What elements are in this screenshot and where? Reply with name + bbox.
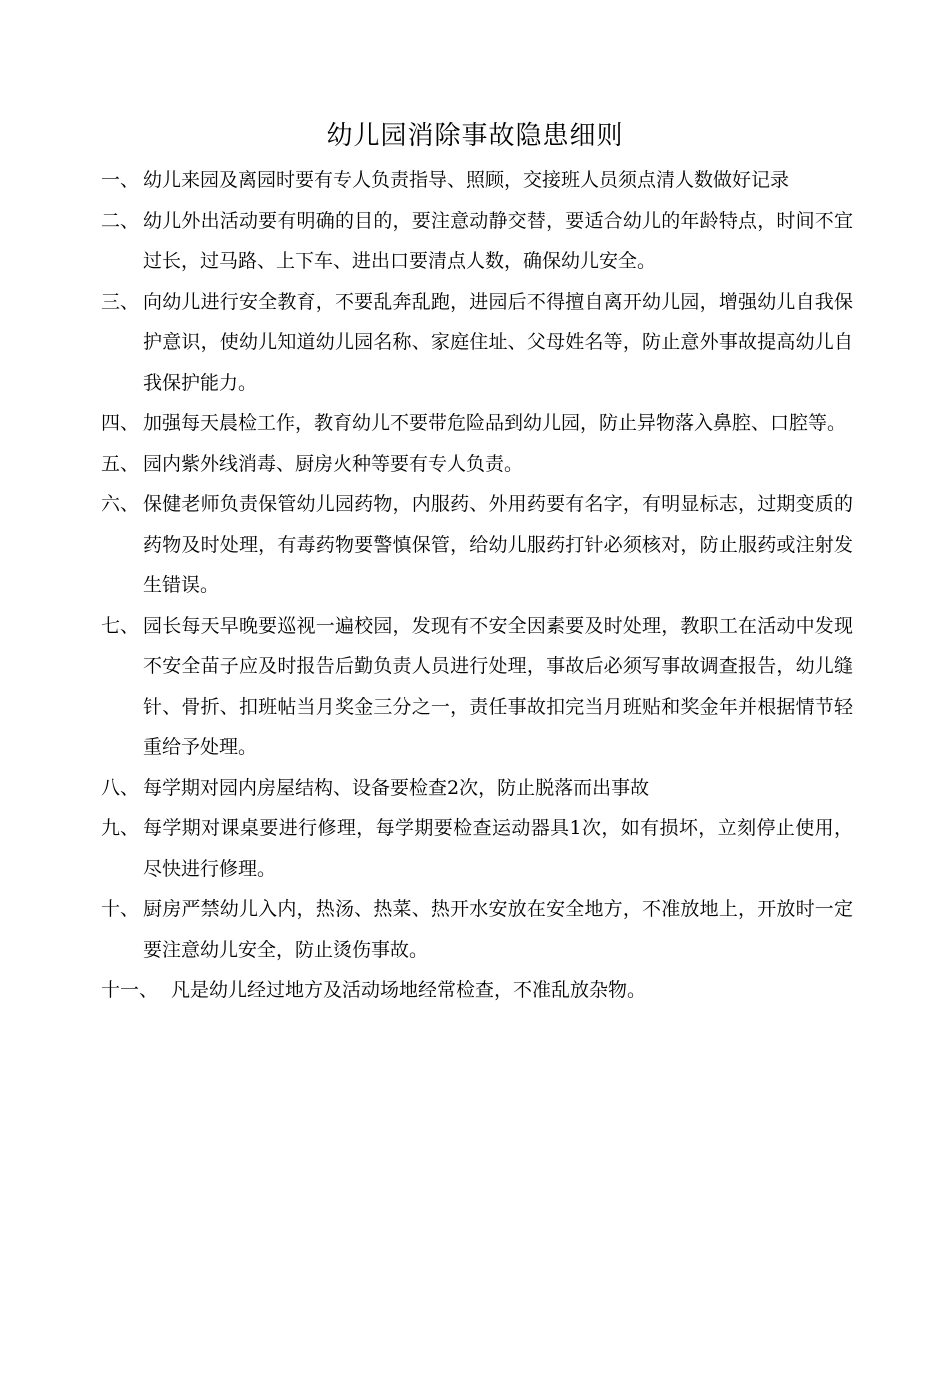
rule-item-4 <box>101 403 853 444</box>
rule-number: 十一、 <box>101 979 159 1001</box>
rule-number: 六、 <box>101 493 140 515</box>
rule-text: 园内紫外线消毒、厨房火种等要有专人负责。 <box>143 452 524 475</box>
rule-item-3 <box>101 282 853 404</box>
rule-text: 每学期对园内房屋结构、设备要检查2次，防止脱落而出事故 <box>143 776 650 799</box>
rules-list <box>101 160 853 1011</box>
rule-number: 五、 <box>101 452 140 475</box>
rule-text: 幼儿来园及离园时要有专人负责指导、照顾，交接班人员须点清人数做好记录 <box>143 169 790 191</box>
rule-item-1 <box>101 160 853 201</box>
rule-number: 七、 <box>101 614 140 637</box>
rule-text: 幼儿外出活动要有明确的目的，要注意动静交替，要适合幼儿的年龄特点，时间不宜过长，过马路、上下车、进出口要清点人数，确保幼儿安全。 <box>143 209 853 272</box>
rule-item-8 <box>101 768 853 809</box>
rule-text: 厨房严禁幼儿入内，热汤、热菜、热开水安放在安全地方，不准放地上，开放时一定要注意幼儿安全，防止烫伤事故。 <box>143 898 853 961</box>
rule-item-11 <box>101 970 853 1011</box>
rule-number: 一、 <box>101 169 140 191</box>
rule-number: 九、 <box>101 817 140 839</box>
rule-text: 向幼儿进行安全教育，不要乱奔乱跑，进园后不得擅自离开幼儿园，增强幼儿自我保护意识，使幼儿知道幼儿园名称、家庭住址、父母姓名等，防止意外事故提高幼儿自我保护能力。 <box>143 290 853 394</box>
rule-item-2 <box>101 201 853 282</box>
rule-item-6 <box>101 484 853 606</box>
rule-item-5 <box>101 444 853 485</box>
rule-item-10 <box>101 889 853 970</box>
rule-text: 凡是幼儿经过地方及活动场地经常检查，不准乱放杂物。 <box>171 979 647 1001</box>
document-title: 幼儿园消除事故隐患细则 <box>326 121 624 151</box>
rule-number: 三、 <box>101 290 140 313</box>
rule-item-7 <box>101 606 853 768</box>
rule-text: 保健老师负责保管幼儿园药物，内服药、外用药要有名字，有明显标志，过期变质的药物及时处理，有毒药物要警慎保管，给幼儿服药打针必须核对，防止服药或注射发生错误。 <box>143 493 853 596</box>
rule-text: 每学期对课桌要进行修理，每学期要检查运动器具1次，如有损坏，立刻停止使用，尽快进行修理。 <box>143 817 853 880</box>
rule-number: 八、 <box>101 776 140 799</box>
rule-number: 二、 <box>101 209 140 232</box>
rule-number: 四、 <box>101 412 140 434</box>
rule-text: 园长每天早晚要巡视一遍校园，发现有不安全因素要及时处理，教职工在活动中发现不安全苗子应及时报告后勤负责人员进行处理，事故后必须写事故调查报告，幼儿缝针、骨折、扣班帖当月奖金三分之一，责任事故扣完当月班贴和奖金年并根据情节轻重给予处理。 <box>143 614 853 758</box>
rule-text: 加强每天晨检工作，教育幼儿不要带危险品到幼儿园，防止异物落入鼻腔、口腔等。 <box>143 412 847 434</box>
rule-number: 十、 <box>101 898 140 920</box>
rule-item-9 <box>101 808 853 889</box>
